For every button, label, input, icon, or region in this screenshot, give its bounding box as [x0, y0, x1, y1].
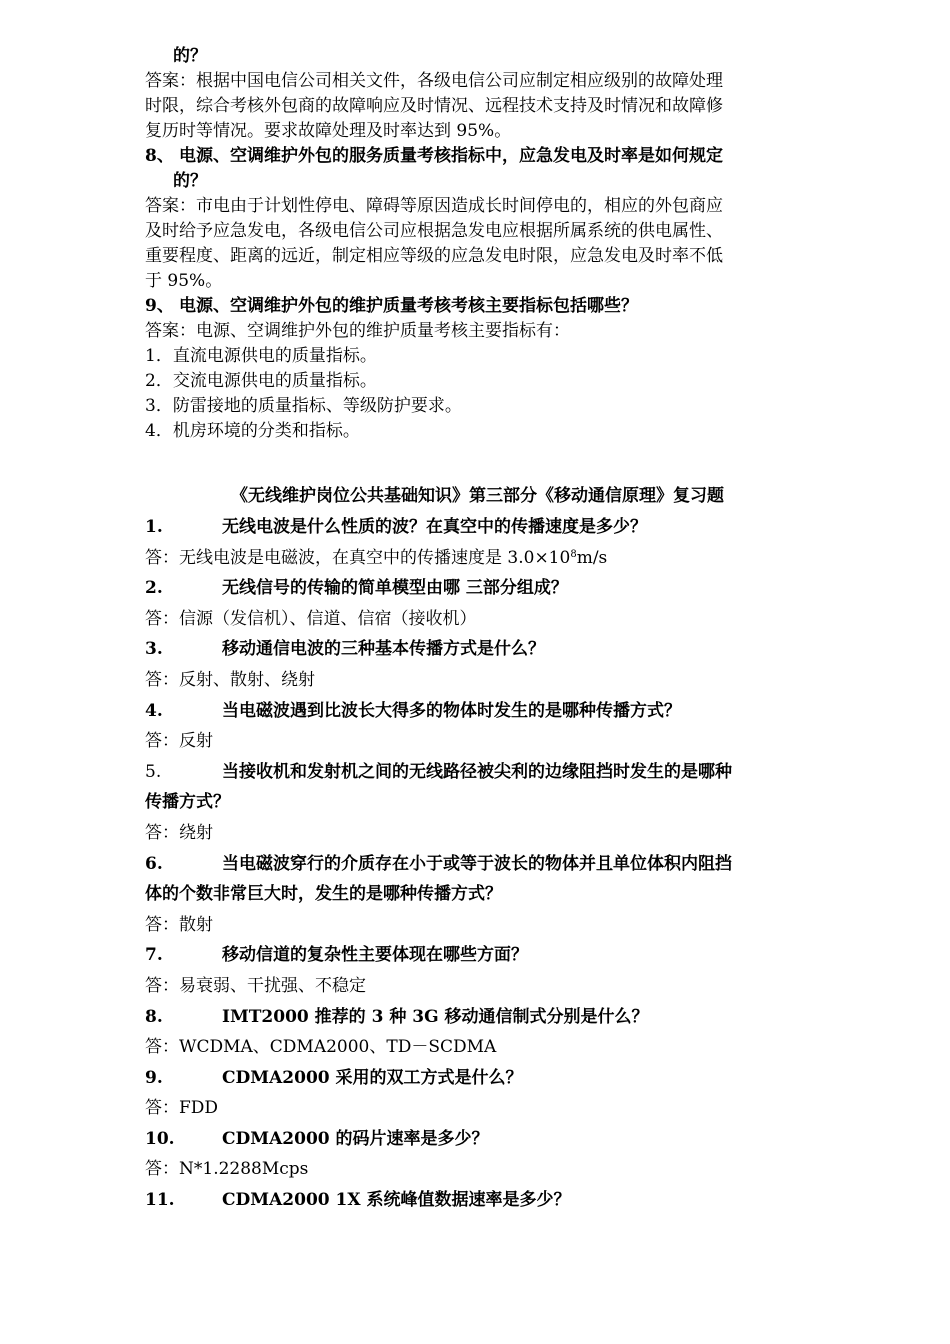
- section-mobile-comm: [145, 512, 810, 1216]
- question-text: 当电磁波遇到比波长大得多的物体时发生的是哪种传播方式？: [222, 700, 681, 721]
- question-text: 无线信号的传输的简单模型由哪 三部分组成？: [222, 578, 568, 599]
- question-7-continuation: 的？: [173, 46, 207, 66]
- question-9-number: 9、: [145, 296, 174, 316]
- question-number: 11.: [145, 1190, 175, 1211]
- answer-text: 答：无线电波是电磁波，在真空中的传播速度是 3.0×10: [145, 547, 571, 568]
- question-number: 7.: [145, 945, 163, 966]
- question-8-continuation: 的？: [173, 171, 207, 191]
- answer-10: 答：N*1.2288Mcps: [145, 1159, 309, 1180]
- question-11: [145, 1185, 810, 1216]
- answer-9: 答：FDD: [145, 1098, 219, 1119]
- question-10: [145, 1124, 810, 1155]
- question-6: [145, 849, 810, 880]
- question-text: 当接收机和发射机之间的无线路径被尖利的边缘阻挡时发生的是哪种: [222, 761, 732, 782]
- question-number: 9.: [145, 1067, 163, 1088]
- question-text: 移动通信电波的三种基本传播方式是什么？: [222, 639, 545, 660]
- question-8: [145, 144, 810, 169]
- question-text: CDMA2000 采用的双工方式是什么？: [222, 1067, 523, 1088]
- question-8: [145, 1002, 810, 1033]
- answer-6: 答：散射: [145, 914, 213, 935]
- question-text: CDMA2000 1X 系统峰值数据速率是多少？: [222, 1190, 571, 1211]
- question-9: [145, 1063, 810, 1094]
- answer-5: 答：绕射: [145, 822, 213, 843]
- question-number: 10.: [145, 1128, 175, 1149]
- question-number: 6.: [145, 853, 163, 874]
- answer-4: 答：反射: [145, 731, 213, 752]
- question-8-text: 电源、空调维护外包的服务质量考核指标中，应急发电及时率是如何规定: [179, 146, 723, 166]
- answer-9-intro: 答案：电源、空调维护外包的维护质量考核主要指标有：: [145, 321, 570, 341]
- question-3: [145, 634, 810, 665]
- question-5: [145, 757, 810, 788]
- answer-7-line-3: 复历时等情况。要求故障处理及时率达到 95%。: [145, 121, 512, 141]
- question-2: [145, 573, 810, 604]
- question-5-continuation: 传播方式？: [145, 792, 230, 813]
- question-1: [145, 512, 810, 543]
- answer-8-line-1: 答案：市电由于计划性停电、障碍等原因造成长时间停电的，相应的外包商应: [145, 196, 723, 216]
- answer-unit: m/s: [576, 547, 608, 568]
- question-number: 8.: [145, 1006, 163, 1027]
- question-text: 移动信道的复杂性主要体现在哪些方面？: [222, 945, 528, 966]
- answer-9-item-2: 2．交流电源供电的质量指标。: [145, 371, 377, 391]
- answer-8-line-4: 于 95%。: [145, 271, 223, 291]
- section-title: 《无线维护岗位公共基础知识》第三部分《移动通信原理》复习题: [231, 486, 724, 506]
- question-text: 当电磁波穿行的介质存在小于或等于波长的物体并且单位体积内阻挡: [222, 853, 732, 874]
- answer-8-line-2: 及时给予应急发电，各级电信公司应根据急发电应根据所属系统的供电属性、: [145, 221, 723, 241]
- exponent: 8: [570, 548, 577, 560]
- answer-1: [145, 543, 810, 574]
- question-number: 1.: [145, 517, 163, 537]
- answer-8: 答：WCDMA、CDMA2000、TD－SCDMA: [145, 1037, 497, 1058]
- answer-9-item-3: 3．防雷接地的质量指标、等级防护要求。: [145, 396, 462, 416]
- answer-9-item-4: 4．机房环境的分类和指标。: [145, 421, 360, 441]
- answer-3: 答：反射、散射、绕射: [145, 669, 315, 690]
- answer-7: 答：易衰弱、干扰强、不稳定: [145, 975, 366, 996]
- question-9-text: 电源、空调维护外包的维护质量考核考核主要指标包括哪些？: [179, 296, 638, 316]
- question-number: 2.: [145, 578, 163, 599]
- question-text: IMT2000 推荐的 3 种 3G 移动通信制式分别是什么？: [222, 1006, 649, 1027]
- answer-7-line-1: 答案：根据中国电信公司相关文件，各级电信公司应制定相应级别的故障处理: [145, 71, 723, 91]
- question-7: [145, 940, 810, 971]
- question-8-number: 8、: [145, 146, 174, 166]
- question-number: 3.: [145, 639, 163, 660]
- question-6-continuation: 体的个数非常巨大时，发生的是哪种传播方式？: [145, 884, 502, 905]
- section-power-aircon: [145, 44, 810, 444]
- question-4: [145, 696, 810, 727]
- question-text: CDMA2000 的码片速率是多少？: [222, 1128, 489, 1149]
- answer-8-line-3: 重要程度、距离的远近，制定相应等级的应急发电时限，应急发电及时率不低: [145, 246, 723, 266]
- answer-9-item-1: 1．直流电源供电的质量指标。: [145, 346, 377, 366]
- question-text: 无线电波是什么性质的波？在真空中的传播速度是多少？: [222, 517, 647, 537]
- answer-2: 答：信源（发信机）、信道、信宿（接收机）: [145, 608, 477, 629]
- question-number: 4.: [145, 700, 163, 721]
- answer-7-line-2: 时限，综合考核外包商的故障响应及时情况、远程技术支持及时情况和故障修: [145, 96, 723, 116]
- question-9: [145, 294, 810, 319]
- question-number: 5.: [145, 761, 162, 782]
